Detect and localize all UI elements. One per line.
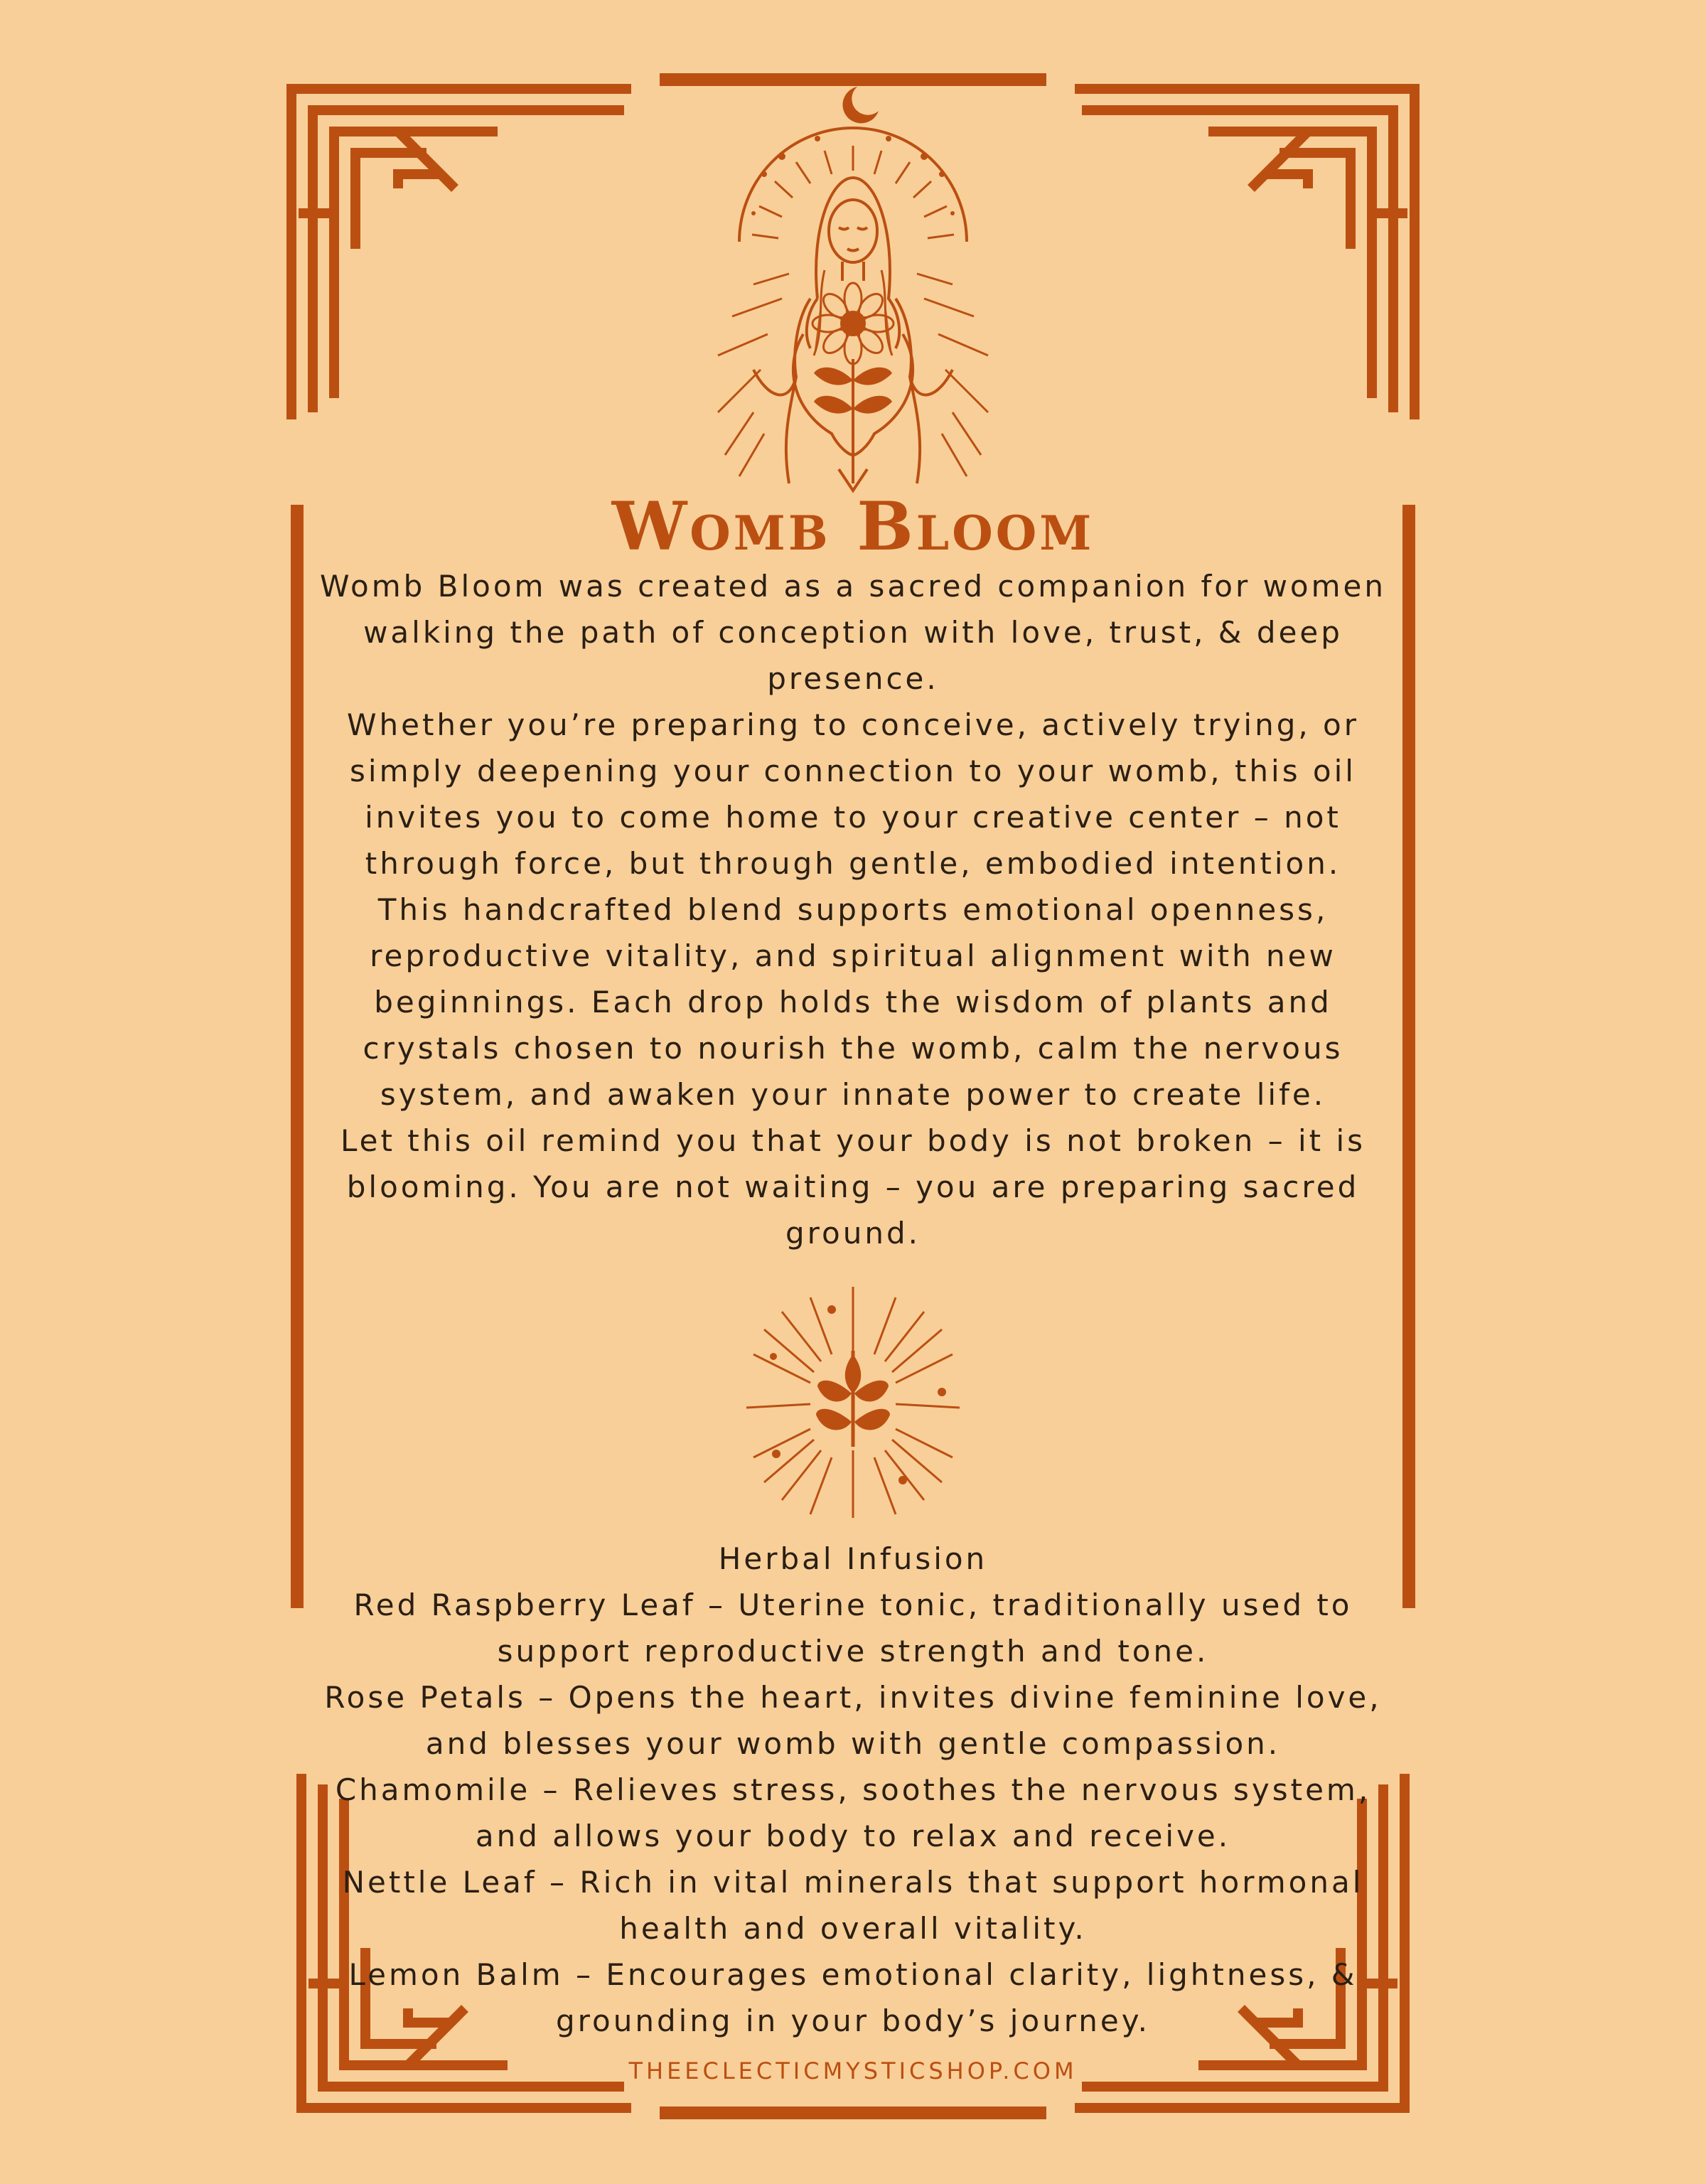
intro-paragraph: Whether you’re preparing to conceive, actively trying, or simply deepening your connection to your womb, this oil invites you to come home to your creative center – not through force, but through gentle, embodied intention.: [346, 707, 1360, 881]
product-title: Womb Bloom: [611, 488, 1095, 566]
herbal-infusion-heading: Herbal Infusion: [718, 1541, 988, 1576]
herb-item: Lemon Balm – Encourages emotional clarity, lightness, & grounding in your body’s journey.: [348, 1957, 1358, 2038]
website-footer: [0, 2057, 1706, 2093]
intro-paragraph: Let this oil remind you that your body is not broken – it is blooming. You are not waiting – you are preparing sacred ground.: [340, 1123, 1366, 1251]
herb-item: Red Raspberry Leaf – Uterine tonic, traditionally used to support reproductive strength and tone.: [353, 1588, 1353, 1669]
herb-item: Chamomile – Relieves stress, soothes the nervous system, and allows your body to relax and receive.: [335, 1772, 1371, 1853]
website-url: THEECLECTICMYSTICSHOP.COM: [626, 2057, 1080, 2084]
herbal-infusion-section: [313, 1536, 1393, 2044]
intro-paragraph: Womb Bloom was created as a sacred companion for women walking the path of conception with love, trust, & deep presence.: [319, 569, 1386, 696]
herb-item: Nettle Leaf – Rich in vital minerals that support hormonal health and overall vitality.: [342, 1865, 1364, 1946]
intro-paragraph: This handcrafted blend supports emotional openness, reproductive vitality, and spiritual alignment with new beginnings. Each drop holds the wisdom of plants and crystals chosen to nourish the womb, calm the nervous system, and awaken your innate power to create life.: [363, 892, 1343, 1112]
product-description: [313, 563, 1393, 1256]
herb-item: Rose Petals – Opens the heart, invites divine feminine love, and blesses your womb with gentle compassion.: [324, 1680, 1382, 1761]
